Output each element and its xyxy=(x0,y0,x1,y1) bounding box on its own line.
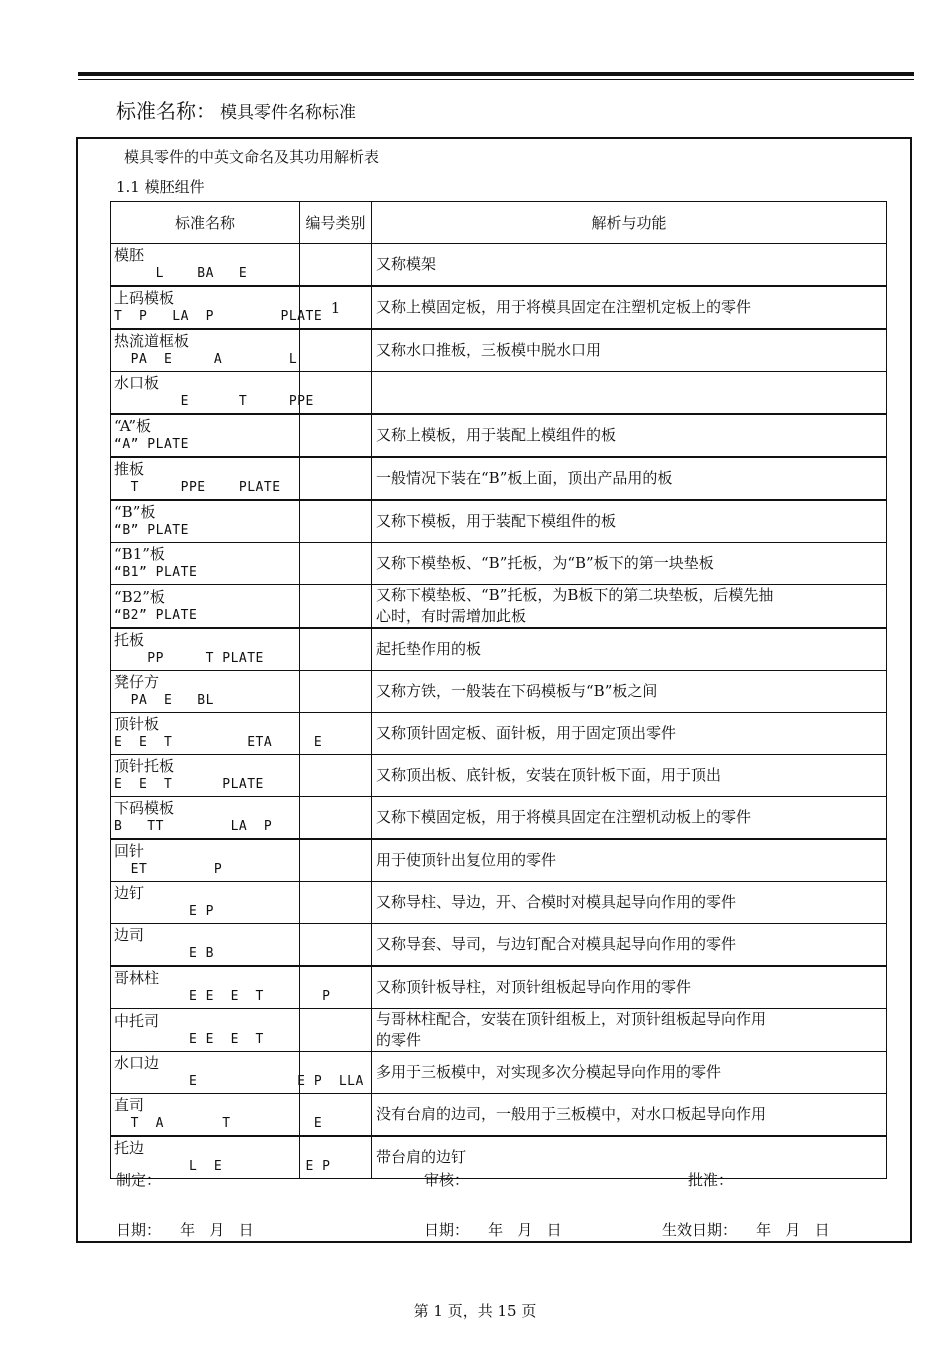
table-row xyxy=(111,372,887,415)
table-row xyxy=(111,755,887,797)
function-cell xyxy=(372,329,887,372)
part-name-cell xyxy=(111,329,300,372)
part-name-en: E B xyxy=(114,946,214,961)
made-date: 日期： 年 月 日 xyxy=(116,1221,254,1239)
part-name-cell xyxy=(111,414,300,457)
function-cell xyxy=(372,585,887,629)
part-name-en: E E E T xyxy=(114,1031,264,1047)
part-name-cell xyxy=(111,628,300,671)
function-cell xyxy=(372,372,887,415)
function-text: 与哥林柱配合，安装在顶针组板上，对顶针组板起导向作用的零件 xyxy=(376,1010,767,1049)
review-label: 审核： xyxy=(424,1171,470,1189)
part-name-cell xyxy=(111,244,300,287)
function-cell xyxy=(372,755,887,797)
code-cell xyxy=(300,628,372,671)
code-cell xyxy=(300,755,372,797)
part-name-en: “B” PLATE xyxy=(114,523,189,538)
code-cell xyxy=(300,924,372,967)
part-name-zh: 凳仔方 xyxy=(114,673,160,691)
part-name-zh: 模胚 xyxy=(114,246,145,264)
part-name-zh: 托板 xyxy=(114,631,145,649)
part-name-cell xyxy=(111,671,300,713)
part-name-cell xyxy=(111,882,300,924)
part-name-en: E T PPE xyxy=(114,394,314,409)
part-name-zh: 水口板 xyxy=(114,374,160,392)
part-name-zh: 回针 xyxy=(114,842,145,860)
code-cell xyxy=(300,1009,372,1052)
function-text: 又称顶针固定板、面针板，用于固定顶出零件 xyxy=(376,724,677,742)
part-name-en: T PPE PLATE xyxy=(114,480,281,495)
table-row xyxy=(111,628,887,671)
part-name-en: “B1” PLATE xyxy=(114,565,198,580)
function-cell xyxy=(372,628,887,671)
table-row xyxy=(111,839,887,882)
function-text: 起托垫作用的板 xyxy=(376,640,482,658)
table-row xyxy=(111,457,887,500)
table-title: 模具零件的中英文命名及其功用解析表 xyxy=(124,148,380,166)
function-text: 又称模架 xyxy=(376,255,437,273)
function-cell xyxy=(372,500,887,543)
function-cell xyxy=(372,244,887,287)
part-name-en: T P LA P PLATE xyxy=(114,309,323,324)
code-cell xyxy=(300,543,372,585)
part-name-zh: “A”板 xyxy=(114,417,152,435)
table-row xyxy=(111,797,887,840)
table-row xyxy=(111,286,887,329)
function-cell xyxy=(372,882,887,924)
table-row xyxy=(111,329,887,372)
part-name-cell xyxy=(111,755,300,797)
function-cell xyxy=(372,457,887,500)
part-name-zh: 边钉 xyxy=(114,884,145,902)
table-row xyxy=(111,924,887,967)
part-name-cell xyxy=(111,1094,323,1137)
part-name-cell xyxy=(111,713,323,755)
function-text: 用于使顶针出复位用的零件 xyxy=(376,851,557,869)
parts-table xyxy=(110,201,887,1179)
function-cell xyxy=(372,671,887,713)
part-name-cell xyxy=(111,966,331,1009)
function-text: 又称导柱、导边，开、合模时对模具起导向作用的零件 xyxy=(376,893,737,911)
function-text: 又称上模板，用于装配上模组件的板 xyxy=(376,426,617,444)
code-cell: 1 xyxy=(300,286,372,329)
function-cell xyxy=(372,286,887,329)
table-row xyxy=(111,414,887,457)
part-name-cell xyxy=(111,372,314,415)
function-cell xyxy=(372,1094,887,1137)
table-row xyxy=(111,585,887,629)
part-name-en: E E E T P xyxy=(114,989,331,1004)
function-text: 带台肩的边钉 xyxy=(376,1148,467,1166)
code-cell xyxy=(300,839,372,882)
function-cell xyxy=(372,924,887,967)
function-cell xyxy=(372,713,887,755)
part-name-cell xyxy=(111,1052,364,1094)
part-name-zh: 热流道框板 xyxy=(114,332,190,350)
part-name-zh: 水口边 xyxy=(114,1054,160,1072)
function-cell xyxy=(372,839,887,882)
document-title-label: 标准名称： xyxy=(116,99,216,123)
function-cell xyxy=(372,543,887,585)
part-name-zh: 边司 xyxy=(114,926,145,944)
part-name-cell xyxy=(111,500,300,543)
table-row xyxy=(111,500,887,543)
code-cell xyxy=(300,500,372,543)
column-header-name: 标准名称 xyxy=(111,202,300,244)
part-name-en: L E E P xyxy=(114,1159,331,1174)
table-row xyxy=(111,1094,887,1137)
part-name-en: E E P LLA xyxy=(114,1074,364,1089)
table-row xyxy=(111,966,887,1009)
part-name-en: ET P xyxy=(114,862,223,877)
function-text: 多用于三板模中，对实现多次分模起导向作用的零件 xyxy=(376,1063,722,1081)
header-rule-thick xyxy=(78,72,914,76)
part-name-cell xyxy=(111,543,300,585)
code-cell xyxy=(300,797,372,840)
part-name-en: E E T ETA E xyxy=(114,735,323,750)
part-name-cell xyxy=(111,286,323,329)
part-name-cell xyxy=(111,839,300,882)
approve-label: 批准： xyxy=(688,1171,734,1189)
part-name-en: T A T E xyxy=(114,1116,323,1131)
review-date: 日期： 年 月 日 xyxy=(424,1221,562,1239)
column-header-function: 解析与功能 xyxy=(372,202,887,244)
function-text: 又称导套、导司，与边钉配合对模具起导向作用的零件 xyxy=(376,935,737,953)
code-cell xyxy=(300,882,372,924)
part-name-cell xyxy=(111,457,300,500)
document-title xyxy=(116,95,356,124)
document-title-value: 模具零件名称标准 xyxy=(220,103,356,123)
code-cell xyxy=(300,414,372,457)
part-name-cell xyxy=(111,797,300,840)
part-name-zh: 托边 xyxy=(114,1139,145,1157)
part-name-en: PP T PLATE xyxy=(114,651,264,666)
code-cell xyxy=(300,329,372,372)
part-name-zh: 中托司 xyxy=(114,1011,160,1030)
part-name-en: “B2” PLATE xyxy=(114,607,198,623)
function-text: 又称方铁，一般装在下码模板与“B”板之间 xyxy=(376,682,658,700)
part-name-cell xyxy=(111,585,300,629)
function-text: 又称下模固定板，用于将模具固定在注塑机动板上的零件 xyxy=(376,808,752,826)
part-name-en: E E T PLATE xyxy=(114,777,264,792)
code-cell xyxy=(300,457,372,500)
table-row xyxy=(111,1136,887,1179)
part-name-zh: 哥林柱 xyxy=(114,969,160,987)
part-name-zh: 顶针板 xyxy=(114,715,160,733)
effective-date: 生效日期： 年 月 日 xyxy=(662,1221,830,1239)
page-number: 第 1 页，共 15 页 xyxy=(413,1302,537,1320)
table-row xyxy=(111,543,887,585)
header-rule-thin xyxy=(78,79,914,80)
function-text: 又称下模垫板、“B”托板，为B板下的第二块垫板，后模先抽心时，有时需增加此板 xyxy=(376,586,774,625)
part-name-zh: 下码模板 xyxy=(114,799,175,817)
function-text: 又称顶针板导柱，对顶针组板起导向作用的零件 xyxy=(376,978,692,996)
code-cell xyxy=(300,585,372,629)
table-row xyxy=(111,1009,887,1052)
table-header-row xyxy=(111,202,887,244)
function-cell xyxy=(372,1052,887,1094)
function-text: 没有台肩的边司，一般用于三板模中，对水口板起导向作用 xyxy=(376,1105,767,1123)
part-name-en: B TT LA P xyxy=(114,819,273,834)
function-cell xyxy=(372,1009,887,1052)
code-cell xyxy=(300,671,372,713)
function-text: 又称顶出板、底针板，安装在顶针板下面，用于顶出 xyxy=(376,766,722,784)
function-cell xyxy=(372,966,887,1009)
made-by-label: 制定： xyxy=(116,1171,162,1189)
function-text: 又称上模固定板，用于将模具固定在注塑机定板上的零件 xyxy=(376,298,752,316)
part-name-en: L BA E xyxy=(114,266,248,281)
function-cell xyxy=(372,414,887,457)
part-name-cell xyxy=(111,1009,300,1052)
part-name-en: PA E A L xyxy=(114,352,298,367)
column-header-code: 编号类别 xyxy=(300,202,372,244)
table-row xyxy=(111,1052,887,1094)
table-row xyxy=(111,713,887,755)
part-name-zh: 顶针托板 xyxy=(114,757,175,775)
function-text: 又称下模垫板、“B”托板，为“B”板下的第一块垫板 xyxy=(376,554,714,572)
part-name-zh: 上码模板 xyxy=(114,289,175,307)
code-cell xyxy=(300,244,372,287)
part-name-zh: “B1”板 xyxy=(114,545,165,563)
function-text: 又称下模板，用于装配下模组件的板 xyxy=(376,512,617,530)
part-name-en: PA E BL xyxy=(114,693,214,708)
section-heading: 1.1 模胚组件 xyxy=(116,178,205,196)
part-name-zh: “B2”板 xyxy=(114,587,165,606)
function-text: 又称水口推板，三板模中脱水口用 xyxy=(376,341,602,359)
part-name-zh: 推板 xyxy=(114,460,145,478)
part-name-zh: “B”板 xyxy=(114,503,156,521)
table-row xyxy=(111,671,887,713)
part-name-zh: 直司 xyxy=(114,1096,145,1114)
table-row xyxy=(111,882,887,924)
table-row xyxy=(111,244,887,287)
function-cell xyxy=(372,797,887,840)
part-name-cell xyxy=(111,924,300,967)
part-name-en: E P xyxy=(114,904,214,919)
part-name-en: “A” PLATE xyxy=(114,437,189,452)
function-text: 一般情况下装在“B”板上面，顶出产品用的板 xyxy=(376,469,673,487)
